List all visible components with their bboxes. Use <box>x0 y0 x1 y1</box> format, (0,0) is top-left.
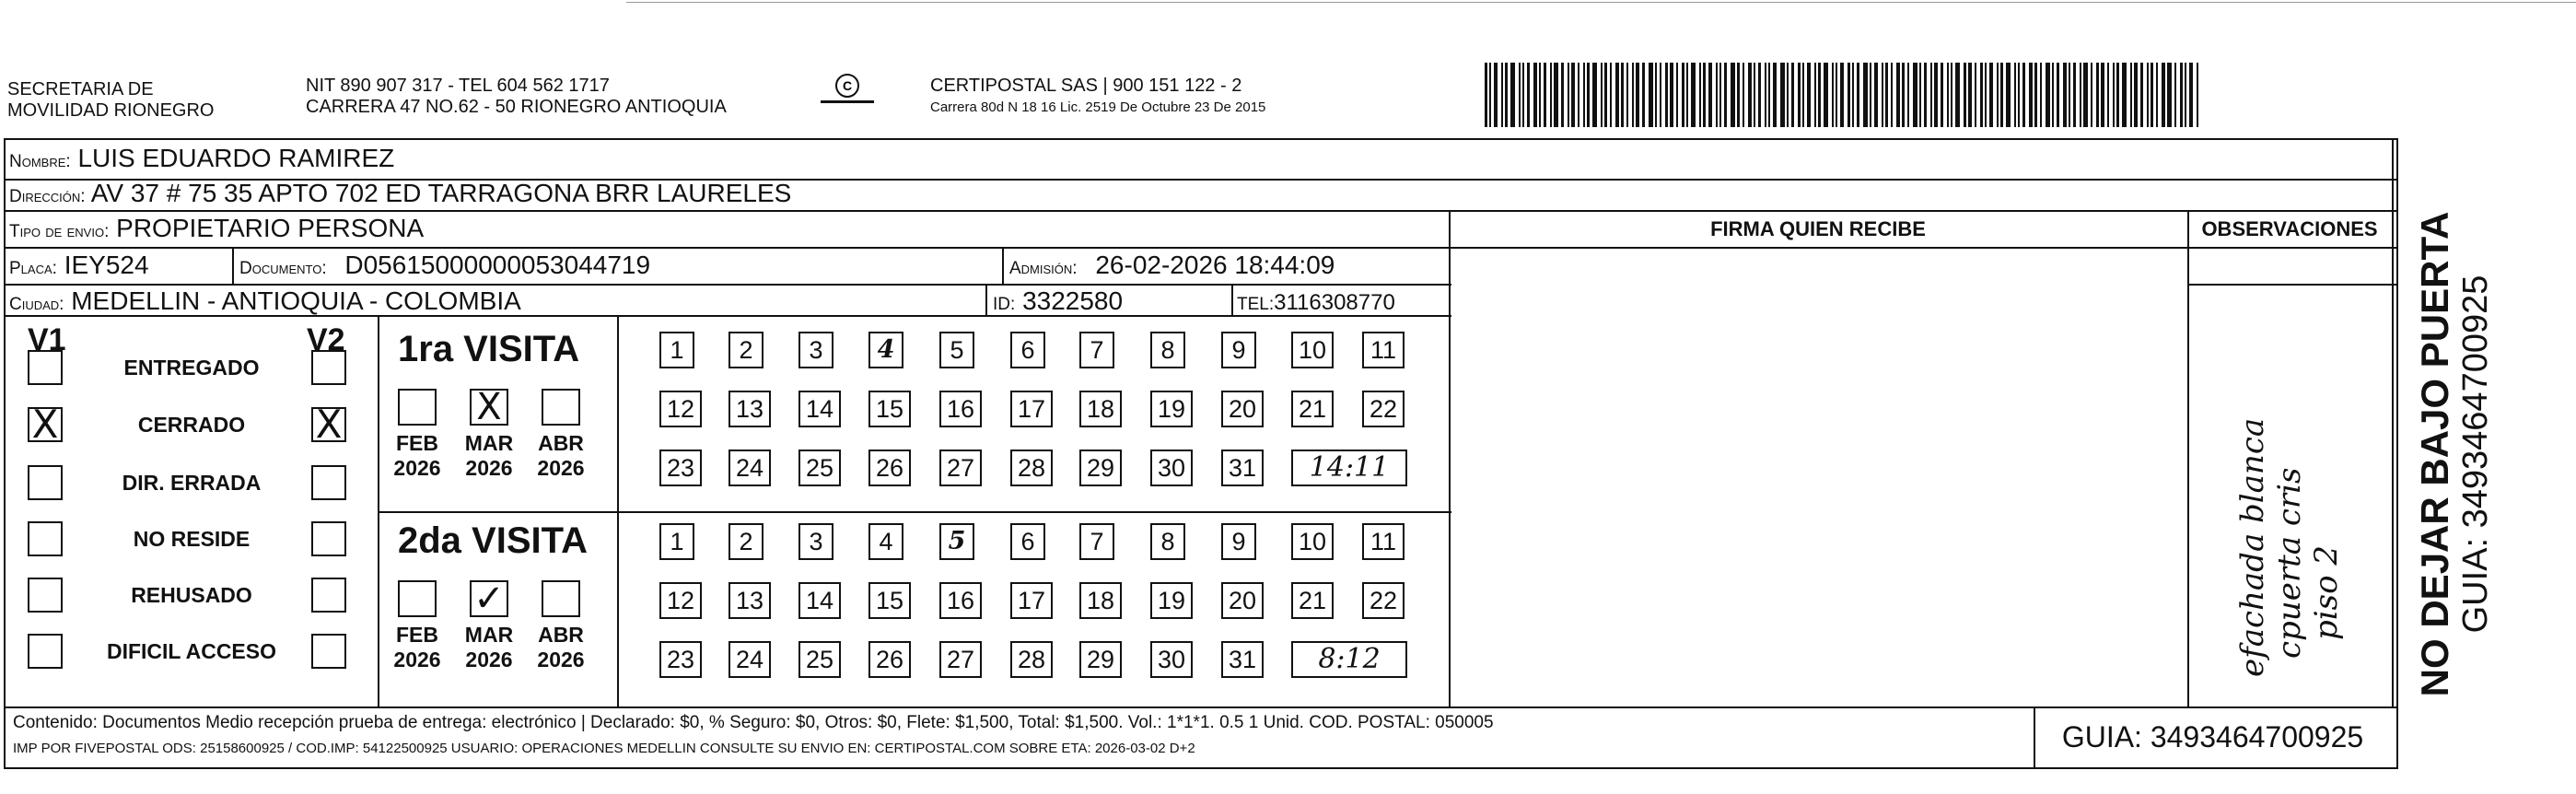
day-box[interactable]: 30 <box>1150 641 1193 678</box>
admision-label: Admisión: <box>1009 259 1078 278</box>
month-year: 2026 <box>537 456 585 480</box>
id-row <box>993 286 1123 321</box>
visit-time: 8:12 <box>1291 641 1407 678</box>
v1-header: V1 <box>28 322 66 357</box>
v1-checkbox[interactable]: X <box>28 407 63 442</box>
day-box[interactable]: 10 <box>1291 523 1334 560</box>
no-dejar-bajo-puerta: NO DEJAR BAJO PUERTA <box>2413 211 2456 697</box>
day-box[interactable]: 22 <box>1362 582 1405 619</box>
admision-row <box>1009 250 1335 285</box>
observaciones-label: OBSERVACIONES <box>2201 217 2378 240</box>
id-label: ID: <box>993 295 1016 314</box>
tel-label: TEL: <box>1237 295 1275 314</box>
month-checkbox-mar[interactable]: X <box>470 389 508 426</box>
day-box[interactable]: 29 <box>1079 641 1122 678</box>
month-checkbox-feb[interactable] <box>398 389 437 426</box>
day-box[interactable]: 17 <box>1010 391 1053 427</box>
month-name: ABR <box>538 623 584 647</box>
obs-line-3: piso 2 <box>2308 545 2345 640</box>
visit-time: 14:11 <box>1291 450 1407 486</box>
firma-label: FIRMA QUIEN RECIBE <box>1710 217 1926 240</box>
day-box[interactable]: 3 <box>798 332 833 368</box>
day-box[interactable]: 7 <box>1079 332 1114 368</box>
day-box[interactable]: 15 <box>868 391 911 427</box>
day-box[interactable]: 31 <box>1221 450 1264 486</box>
day-box[interactable]: 13 <box>729 391 771 427</box>
month-label <box>529 431 593 481</box>
status-label: ENTREGADO <box>123 356 260 379</box>
day-box[interactable]: 6 <box>1010 523 1045 560</box>
observaciones-handwriting <box>2234 253 2345 677</box>
org-line-2: MOVILIDAD RIONEGRO <box>7 100 215 121</box>
day-box[interactable]: 5 <box>939 523 974 560</box>
day-box[interactable]: 15 <box>868 582 911 619</box>
day-box[interactable]: 25 <box>798 450 841 486</box>
month-checkbox-feb[interactable] <box>398 580 437 617</box>
side-guia: GUIA: 3493464700925 <box>2456 274 2495 634</box>
nombre-value: LUIS EDUARDO RAMIREZ <box>77 144 395 172</box>
day-box[interactable]: 14 <box>798 582 841 619</box>
day-box[interactable]: 8 <box>1150 523 1185 560</box>
tipo-label: Tipo de envio: <box>9 222 110 241</box>
v1-checkbox[interactable] <box>28 465 63 500</box>
day-box[interactable]: 20 <box>1221 391 1264 427</box>
rule-visit-split <box>378 511 1451 513</box>
month-year: 2026 <box>465 648 513 671</box>
col-placa-sep <box>232 247 234 284</box>
tel-value: 3116308770 <box>1274 290 1395 315</box>
nombre-row <box>9 143 394 178</box>
v2-checkbox[interactable] <box>311 521 346 556</box>
month-year: 2026 <box>393 648 441 671</box>
svg-text:C: C <box>842 78 853 93</box>
v2-checkbox[interactable] <box>311 578 346 613</box>
month-label <box>457 623 521 672</box>
ciudad-value: MEDELLIN - ANTIOQUIA - COLOMBIA <box>71 286 521 315</box>
placa-value: IEY524 <box>64 251 149 279</box>
day-box[interactable]: 10 <box>1291 332 1334 368</box>
admision-value: 26-02-2026 18:44:09 <box>1095 251 1335 279</box>
day-box[interactable]: 14 <box>798 391 841 427</box>
v2-checkbox[interactable] <box>311 465 346 500</box>
ciudad-row <box>9 286 521 321</box>
documento-row <box>239 250 650 285</box>
col-id-sep <box>985 284 987 315</box>
ciudad-label: Ciudad: <box>9 295 64 314</box>
courier-info <box>930 76 1265 116</box>
day-box[interactable]: 12 <box>659 582 702 619</box>
col-month-sep <box>617 315 619 706</box>
status-label: DIR. ERRADA <box>122 471 262 495</box>
direccion-row <box>9 178 791 213</box>
day-box[interactable]: 8 <box>1150 332 1185 368</box>
day-box[interactable]: 6 <box>1010 332 1045 368</box>
day-box[interactable]: 29 <box>1079 450 1122 486</box>
month-label <box>457 431 521 481</box>
day-box[interactable]: 5 <box>939 332 974 368</box>
month-name: MAR <box>464 623 514 647</box>
day-box[interactable]: 30 <box>1150 450 1193 486</box>
month-checkbox-abr[interactable] <box>542 580 580 617</box>
v1-checkbox[interactable] <box>28 350 63 385</box>
day-box[interactable]: 9 <box>1221 332 1256 368</box>
month-label <box>385 623 449 672</box>
visit2-title: 2da VISITA <box>398 520 588 561</box>
day-box[interactable]: 31 <box>1221 641 1264 678</box>
day-box[interactable]: 4 <box>868 523 903 560</box>
day-box[interactable]: 2 <box>729 523 763 560</box>
day-box[interactable]: 17 <box>1010 582 1053 619</box>
day-box[interactable]: 9 <box>1221 523 1256 560</box>
month-name: MAR <box>464 431 514 455</box>
documento-label: Documento: <box>239 259 327 278</box>
month-label <box>529 623 593 672</box>
v2-checkbox[interactable] <box>311 634 346 669</box>
day-box[interactable]: 2 <box>729 332 763 368</box>
day-box[interactable]: 4 <box>868 332 903 368</box>
nombre-label: Nombre: <box>9 152 71 171</box>
day-box[interactable]: 3 <box>798 523 833 560</box>
day-box[interactable]: 22 <box>1362 391 1405 427</box>
day-box[interactable]: 23 <box>659 641 702 678</box>
status-label: REHUSADO <box>131 583 252 607</box>
col-firma-left <box>1449 210 1451 706</box>
day-box[interactable]: 24 <box>729 641 771 678</box>
courier-line-2: Carrera 80d N 18 16 Lic. 2519 De Octubre 23 De 2015 <box>930 99 1266 115</box>
top-edge-line <box>626 2 2576 3</box>
visit1-title: 1ra VISITA <box>398 329 580 369</box>
day-box[interactable]: 27 <box>939 641 982 678</box>
v1-checkbox[interactable] <box>28 634 63 669</box>
footer-contenido: Contenido: Documentos Medio recepción prueba de entrega: electrónico | Declarado: $0, % Seguro: $0, Otros: $0, Flete: $1,500, Total: $1,500. Vol.: 1*1*1. 0.5 1 Unid. COD. POSTAL: 050005 <box>13 713 1494 732</box>
status-label: NO RESIDE <box>133 527 251 551</box>
obs-line-2: cpuerta cris <box>2271 467 2308 659</box>
day-box[interactable]: 18 <box>1079 582 1122 619</box>
month-year: 2026 <box>537 648 585 671</box>
rule-footer <box>4 706 2398 708</box>
obs-line-1: efachada blanca <box>2234 417 2271 677</box>
month-name: FEB <box>396 623 438 647</box>
day-box[interactable]: 12 <box>659 391 702 427</box>
day-box[interactable]: 7 <box>1079 523 1114 560</box>
month-checkbox-mar[interactable]: ✓ <box>470 580 508 617</box>
day-box[interactable]: 18 <box>1079 391 1122 427</box>
certipostal-logo-icon <box>815 72 880 109</box>
day-box[interactable]: 20 <box>1221 582 1264 619</box>
col-admision-sep <box>1002 247 1004 284</box>
month-name: FEB <box>396 431 438 455</box>
day-box[interactable]: 24 <box>729 450 771 486</box>
col-status-sep <box>378 315 379 706</box>
day-box[interactable]: 11 <box>1362 523 1405 560</box>
placa-row <box>9 250 149 285</box>
footer-guia: GUIA: 3493464700925 <box>2061 720 2364 753</box>
col-obs-right <box>2392 138 2394 706</box>
col-obs-left <box>2187 210 2189 706</box>
month-checkbox-abr[interactable] <box>542 389 580 426</box>
day-box[interactable]: 28 <box>1010 641 1053 678</box>
side-warning <box>2414 196 2495 712</box>
month-year: 2026 <box>393 456 441 480</box>
month-label <box>385 431 449 481</box>
tel-row <box>1237 286 1395 321</box>
day-box[interactable]: 1 <box>659 332 694 368</box>
tipo-value: PROPIETARIO PERSONA <box>116 214 425 242</box>
org-line-1: SECRETARIA DE <box>7 79 154 99</box>
v1-checkbox[interactable] <box>28 521 63 556</box>
v2-header: V2 <box>307 322 345 357</box>
day-box[interactable]: 1 <box>659 523 694 560</box>
day-box[interactable]: 21 <box>1291 582 1334 619</box>
nit-line-1: NIT 890 907 317 - TEL 604 562 1717 <box>306 76 610 96</box>
day-box[interactable]: 26 <box>868 641 911 678</box>
v2-checkbox[interactable] <box>311 350 346 385</box>
day-box[interactable]: 23 <box>659 450 702 486</box>
month-year: 2026 <box>465 456 513 480</box>
courier-line-1: CERTIPOSTAL SAS | 900 151 122 - 2 <box>930 76 1242 96</box>
day-box[interactable]: 28 <box>1010 450 1053 486</box>
month-name: ABR <box>538 431 584 455</box>
day-box[interactable]: 26 <box>868 450 911 486</box>
placa-label: Placa: <box>9 259 57 278</box>
day-box[interactable]: 13 <box>729 582 771 619</box>
v2-checkbox[interactable]: X <box>311 407 346 442</box>
tipo-row <box>9 213 424 248</box>
id-value: 3322580 <box>1022 286 1124 315</box>
direccion-value: AV 37 # 75 35 APTO 702 ED TARRAGONA BRR LAURELES <box>90 179 792 207</box>
documento-value: D05615000000053044719 <box>344 251 651 279</box>
org-nit <box>306 76 727 118</box>
col-tel-sep <box>1231 284 1233 315</box>
day-box[interactable]: 19 <box>1150 582 1193 619</box>
footer-imp: IMP POR FIVEPOSTAL ODS: 25158600925 / COD.IMP: 54122500925 USUARIO: OPERACIONES MEDELLIN CONSULTE SU ENVIO EN: CERTIPOSTAL.COM SOBRE ETA: 2026-03-02 D+2 <box>13 741 1195 756</box>
day-box[interactable]: 16 <box>939 582 982 619</box>
firma-header <box>1449 214 2187 245</box>
day-box[interactable]: 25 <box>798 641 841 678</box>
v1-checkbox[interactable] <box>28 578 63 613</box>
nit-line-2: CARRERA 47 NO.62 - 50 RIONEGRO ANTIOQUIA <box>306 97 727 117</box>
barcode <box>1485 63 2212 127</box>
day-box[interactable]: 16 <box>939 391 982 427</box>
day-box[interactable]: 11 <box>1362 332 1405 368</box>
day-box[interactable]: 27 <box>939 450 982 486</box>
obs-header <box>2187 214 2392 245</box>
day-box[interactable]: 21 <box>1291 391 1334 427</box>
day-box[interactable]: 19 <box>1150 391 1193 427</box>
direccion-label: Dirección: <box>9 187 86 206</box>
org-name <box>7 79 214 122</box>
status-label: CERRADO <box>137 413 246 437</box>
status-label: DIFICIL ACCESO <box>106 639 276 663</box>
